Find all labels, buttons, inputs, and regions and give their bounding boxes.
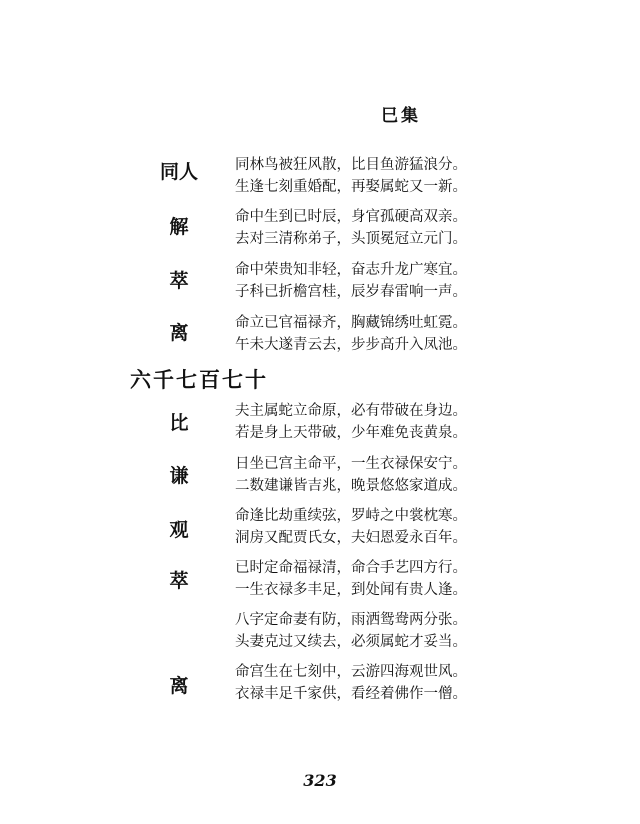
verse-line: 午未大遂青云去，步步高升入凤池。 bbox=[235, 337, 467, 353]
verse-line: 二数建谦皆吉兆，晚景悠悠家道成。 bbox=[235, 478, 467, 494]
verse-line: 同林鸟被狂风散，比目鱼游猛浪分。 bbox=[235, 157, 467, 173]
verse-line: 一生衣禄多丰足，到处闻有贵人逢。 bbox=[235, 582, 467, 598]
verse-line: 八字定命妻有防，雨洒鸳鸯两分张。 bbox=[235, 612, 467, 628]
verse-line: 已时定命福禄清，命合手艺四方行。 bbox=[235, 560, 467, 576]
verse-line: 命逢比劫重续弦，罗峙之中裳枕寒。 bbox=[235, 508, 467, 524]
verse-line: 命中荣贵知非轻，奋志升龙广寒宜。 bbox=[235, 262, 467, 278]
hexagram-label: 离 bbox=[169, 322, 189, 344]
page-number: 323 bbox=[303, 771, 337, 790]
hexagram-label: 解 bbox=[169, 216, 189, 238]
verse-block bbox=[235, 154, 467, 198]
verse-block bbox=[235, 609, 467, 653]
verse-line: 衣禄丰足千家供，看经着佛作一僧。 bbox=[235, 686, 467, 702]
hexagram-label: 同人 bbox=[159, 161, 198, 183]
hexagram-label: 离 bbox=[169, 675, 189, 697]
verse-block bbox=[235, 312, 467, 356]
page-header: 巳集 bbox=[381, 106, 421, 126]
hexagram-label: 萃 bbox=[169, 270, 189, 292]
verse-line: 命宫生在七刻中，云游四海观世风。 bbox=[235, 664, 467, 680]
verse-line: 子科已折檐宫桂，辰岁春雷响一声。 bbox=[235, 284, 467, 300]
hexagram-label: 萃 bbox=[169, 570, 189, 592]
verse-block bbox=[235, 557, 467, 601]
verse-block bbox=[235, 453, 467, 497]
verse-line: 夫主属蛇立命原，必有带破在身边。 bbox=[235, 403, 467, 419]
section-title: 六千七百七十 bbox=[130, 367, 268, 392]
verse-line: 日坐已宫主命平，一生衣禄保安宁。 bbox=[235, 456, 467, 472]
verse-line: 去对三清称弟子，头顶冕冠立元门。 bbox=[235, 231, 467, 247]
verse-line: 命立已官福禄齐，胸藏锦绣吐虹霓。 bbox=[235, 315, 467, 331]
hexagram-label: 观 bbox=[169, 519, 189, 541]
hexagram-label: 谦 bbox=[169, 465, 189, 487]
verse-block bbox=[235, 206, 467, 250]
verse-line: 洞房又配贾氏女，夫妇恩爱永百年。 bbox=[235, 530, 467, 546]
verse-block bbox=[235, 505, 467, 549]
verse-block bbox=[235, 259, 467, 303]
verse-line: 头妻克过又续去，必须属蛇才妥当。 bbox=[235, 634, 467, 650]
verse-line: 生逢七刻重婚配，再娶属蛇又一新。 bbox=[235, 179, 467, 195]
verse-line: 命中生到已时辰，身官孤硬高双亲。 bbox=[235, 209, 467, 225]
hexagram-label: 比 bbox=[169, 412, 189, 434]
verse-block bbox=[235, 661, 467, 705]
verse-line: 若是身上天带破，少年难免丧黄泉。 bbox=[235, 425, 467, 441]
verse-block bbox=[235, 400, 467, 444]
